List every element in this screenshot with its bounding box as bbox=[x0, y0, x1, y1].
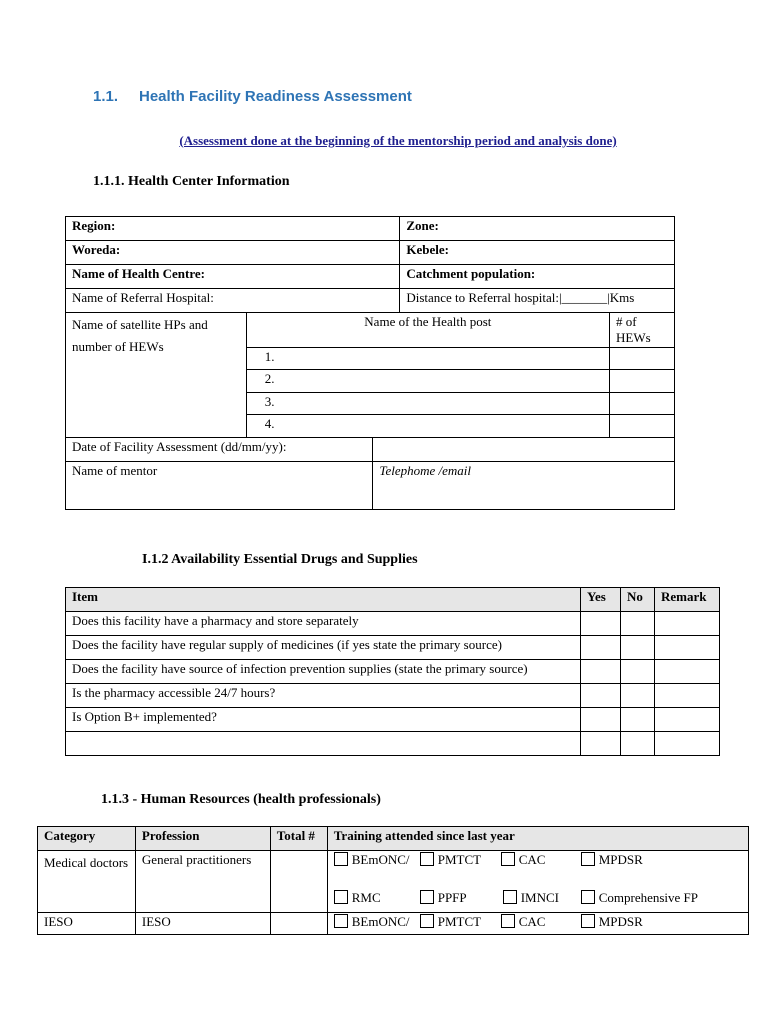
hews-cell[interactable] bbox=[609, 370, 674, 393]
drug-item: Is Option B+ implemented? bbox=[66, 708, 581, 732]
category-cell: IESO bbox=[38, 913, 136, 935]
date-value[interactable] bbox=[373, 438, 675, 462]
training-line bbox=[334, 890, 742, 906]
yes-cell[interactable] bbox=[581, 660, 621, 684]
hr-table bbox=[37, 826, 749, 935]
training-option[interactable]: BEmONC/ bbox=[334, 852, 420, 868]
catchment-cell[interactable]: Catchment population: bbox=[400, 265, 675, 289]
health-center-table bbox=[65, 216, 675, 510]
training-option[interactable]: PPFP bbox=[420, 890, 503, 906]
hc-heading: 1.1.1. Health Center Information bbox=[93, 174, 290, 189]
drug-item: Does the facility have source of infection prevention supplies (state the primary source) bbox=[66, 660, 581, 684]
profession-header: Profession bbox=[135, 827, 270, 851]
contact-cell[interactable]: Telephome /email bbox=[373, 462, 675, 510]
no-cell[interactable] bbox=[621, 684, 655, 708]
checkbox-icon[interactable] bbox=[581, 914, 595, 928]
hews-cell[interactable] bbox=[609, 415, 674, 438]
hp-row[interactable]: 4. bbox=[246, 415, 609, 438]
training-option[interactable]: CAC bbox=[501, 852, 581, 868]
drug-item: Does the facility have regular supply of medicines (if yes state the primary source) bbox=[66, 636, 581, 660]
remark-cell[interactable] bbox=[654, 612, 719, 636]
date-label: Date of Facility Assessment (dd/mm/yy): bbox=[66, 438, 373, 462]
training-line bbox=[334, 852, 742, 890]
drug-item: Is the pharmacy accessible 24/7 hours? bbox=[66, 684, 581, 708]
yes-cell[interactable] bbox=[581, 612, 621, 636]
hp-row[interactable]: 1. bbox=[246, 348, 609, 370]
checkbox-icon[interactable] bbox=[420, 890, 434, 904]
kebele-cell[interactable]: Kebele: bbox=[400, 241, 675, 265]
yes-cell[interactable] bbox=[581, 684, 621, 708]
no-cell[interactable] bbox=[621, 612, 655, 636]
hc-name-cell[interactable]: Name of Health Centre: bbox=[66, 265, 400, 289]
no-cell[interactable] bbox=[621, 708, 655, 732]
no-cell[interactable] bbox=[621, 636, 655, 660]
checkbox-icon[interactable] bbox=[581, 890, 595, 904]
hp-header: Name of the Health post bbox=[246, 313, 609, 348]
section-heading bbox=[93, 88, 412, 105]
profession-cell: General practitioners bbox=[135, 851, 270, 913]
no-header: No bbox=[621, 588, 655, 612]
training-option[interactable]: RMC bbox=[334, 890, 420, 906]
drug-item: Does this facility have a pharmacy and store separately bbox=[66, 612, 581, 636]
hr-heading: 1.1.3 - Human Resources (health professionals) bbox=[101, 792, 381, 807]
checkbox-icon[interactable] bbox=[334, 914, 348, 928]
no-cell[interactable] bbox=[621, 660, 655, 684]
remark-cell[interactable] bbox=[654, 684, 719, 708]
mentor-label: Name of mentor bbox=[66, 462, 373, 510]
remark-cell[interactable] bbox=[654, 708, 719, 732]
total-cell[interactable] bbox=[270, 913, 327, 935]
drugs-heading: I.1.2 Availability Essential Drugs and Supplies bbox=[142, 552, 418, 567]
category-header: Category bbox=[38, 827, 136, 851]
training-option[interactable]: PMTCT bbox=[420, 914, 501, 930]
woreda-cell[interactable]: Woreda: bbox=[66, 241, 400, 265]
section-subtitle: (Assessment done at the beginning of the mentorship period and analysis done) bbox=[179, 133, 617, 148]
total-header: Total # bbox=[270, 827, 327, 851]
satellite-label: Name of satellite HPs and number of HEWs bbox=[66, 313, 247, 438]
training-option[interactable]: MPDSR bbox=[581, 914, 643, 930]
checkbox-icon[interactable] bbox=[334, 852, 348, 866]
region-cell[interactable]: Region: bbox=[66, 217, 400, 241]
training-option[interactable]: Comprehensive FP bbox=[581, 890, 698, 906]
category-cell: Medical doctors bbox=[38, 851, 136, 913]
hews-cell[interactable] bbox=[609, 348, 674, 370]
remark-header: Remark bbox=[654, 588, 719, 612]
training-option[interactable]: BEmONC/ bbox=[334, 914, 420, 930]
training-option[interactable]: CAC bbox=[501, 914, 581, 930]
hp-row[interactable]: 3. bbox=[246, 393, 609, 415]
yes-cell[interactable] bbox=[581, 732, 621, 756]
training-option[interactable]: IMNCI bbox=[503, 890, 581, 906]
yes-header: Yes bbox=[581, 588, 621, 612]
checkbox-icon[interactable] bbox=[503, 890, 517, 904]
training-option[interactable]: PMTCT bbox=[420, 852, 501, 868]
hp-row[interactable]: 2. bbox=[246, 370, 609, 393]
drug-item bbox=[66, 732, 581, 756]
drugs-table bbox=[65, 587, 720, 756]
checkbox-icon[interactable] bbox=[420, 852, 434, 866]
item-header: Item bbox=[66, 588, 581, 612]
remark-cell[interactable] bbox=[654, 732, 719, 756]
remark-cell[interactable] bbox=[654, 636, 719, 660]
hews-cell[interactable] bbox=[609, 393, 674, 415]
distance-cell[interactable]: Distance to Referral hospital:|_______|Kms bbox=[400, 289, 675, 313]
yes-cell[interactable] bbox=[581, 636, 621, 660]
checkbox-icon[interactable] bbox=[420, 914, 434, 928]
hews-header: # of HEWs bbox=[609, 313, 674, 348]
checkbox-icon[interactable] bbox=[581, 852, 595, 866]
no-cell[interactable] bbox=[621, 732, 655, 756]
section-title: Health Facility Readiness Assessment bbox=[139, 88, 412, 105]
section-number: 1.1. bbox=[93, 88, 119, 105]
checkbox-icon[interactable] bbox=[501, 914, 515, 928]
profession-cell: IESO bbox=[135, 913, 270, 935]
training-header: Training attended since last year bbox=[327, 827, 748, 851]
referral-cell[interactable]: Name of Referral Hospital: bbox=[66, 289, 400, 313]
checkbox-icon[interactable] bbox=[334, 890, 348, 904]
checkbox-icon[interactable] bbox=[501, 852, 515, 866]
total-cell[interactable] bbox=[270, 851, 327, 913]
zone-cell[interactable]: Zone: bbox=[400, 217, 675, 241]
remark-cell[interactable] bbox=[654, 660, 719, 684]
yes-cell[interactable] bbox=[581, 708, 621, 732]
training-option[interactable]: MPDSR bbox=[581, 852, 643, 868]
